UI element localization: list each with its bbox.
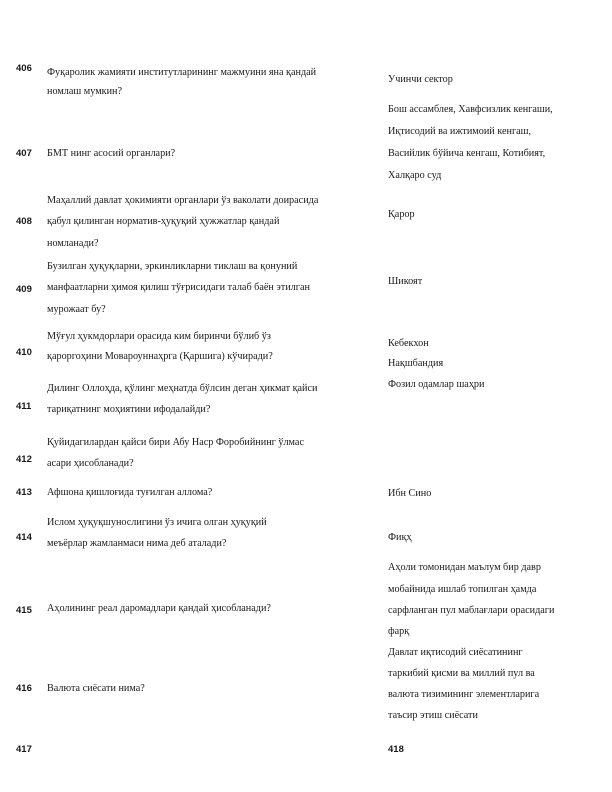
- question-number: 417: [16, 744, 32, 755]
- question-number: 408: [16, 216, 32, 227]
- question-number: 413: [16, 487, 32, 498]
- question-number: 414: [16, 532, 32, 543]
- question-text: Фуқаролик жамияти институтларининг мажмуини яна қандай: [47, 67, 317, 78]
- question-text: Ислом ҳуқуқшунослигини ўз ичига олган ҳуқуқий: [47, 517, 267, 528]
- question-text: Валюта сиёсати нима?: [47, 683, 145, 694]
- question-text: Афшона қишлоғида туғилган аллома?: [47, 487, 213, 498]
- answer-text: валюта тизимининг элементларига: [388, 689, 540, 700]
- question-number: 411: [16, 401, 32, 412]
- question-number: 418: [388, 744, 404, 755]
- answer-text: Шикоят: [388, 276, 423, 287]
- question-text: меъёрлар жамланмаси нима деб аталади?: [47, 538, 227, 549]
- question-text: мурожаат бу?: [47, 304, 106, 315]
- answer-text: Кебекхон: [388, 338, 429, 349]
- question-text: номланади?: [47, 238, 99, 249]
- answer-text: таъсир этиш сиёсати: [388, 710, 478, 721]
- answer-text: Давлат иқтисодий сиёсатининг: [388, 647, 523, 658]
- question-number: 410: [16, 347, 32, 358]
- question-text: қароргоҳини Мовароуннаҳрга (Қаршига) кўчиради?: [47, 351, 273, 362]
- question-number: 409: [16, 284, 32, 295]
- question-text: асари ҳисобланади?: [47, 458, 134, 469]
- question-text: тариқатнинг моҳиятини ифодалайди?: [47, 404, 211, 415]
- answer-text: Иқтисодий ва ижтимоий кенгаш,: [388, 126, 532, 137]
- question-number: 412: [16, 454, 32, 465]
- answer-text: мобайнида ишлаб топилган ҳамда: [388, 584, 537, 595]
- question-number: 407: [16, 148, 32, 159]
- answer-text: Фиқҳ: [388, 532, 412, 543]
- question-text: Бузилган ҳуқуқларни, эркинликларни тиклаш ва қонуний: [47, 261, 298, 272]
- answer-text: фарқ: [388, 626, 410, 637]
- answer-text: Фозил одамлар шаҳри: [388, 379, 485, 390]
- answer-text: Нақшбандия: [388, 358, 444, 369]
- question-number: 415: [16, 605, 32, 616]
- answer-text: Учинчи сектор: [388, 74, 453, 85]
- question-text: БМТ нинг асосий органлари?: [47, 148, 176, 159]
- question-text: манфаатларни ҳимоя қилиш тўғрисидаги талаб баён этилган: [47, 282, 310, 293]
- question-text: Дилинг Оллоҳда, қўлинг меҳнатда бўлсин деган ҳикмат қайси: [47, 383, 318, 394]
- question-text: номлаш мумкин?: [47, 86, 123, 97]
- question-text: Мўғул ҳукмдорлари орасида ким биринчи бўлиб ўз: [47, 331, 271, 342]
- answer-text: Бош ассамблея, Хавфсизлик кенгаши,: [388, 104, 553, 115]
- answer-text: Васийлик бўйича кенгаш, Котибият,: [388, 148, 546, 159]
- answer-text: Ибн Сино: [388, 488, 432, 499]
- answer-text: сарфланган пул маблағлари орасидаги: [388, 605, 555, 616]
- question-text: Қуйидагилардан қайси бири Абу Наср Форобийнинг ўлмас: [47, 437, 304, 448]
- answer-text: Аҳоли томонидан маълум бир давр: [388, 562, 541, 573]
- question-number: 406: [16, 63, 32, 74]
- question-text: Аҳолининг реал даромадлари қандай ҳисобланади?: [47, 603, 271, 614]
- question-text: Маҳаллий давлат ҳокимияти органлари ўз ваколати доирасида: [47, 195, 319, 206]
- answer-text: таркибий қисми ва миллий пул ва: [388, 668, 535, 679]
- question-text: қабул қилинган норматив-ҳуқуқий ҳужжатлар қандай: [47, 216, 280, 227]
- answer-text: Қарор: [388, 209, 415, 220]
- question-number: 416: [16, 683, 32, 694]
- answer-text: Халқаро суд: [388, 170, 442, 181]
